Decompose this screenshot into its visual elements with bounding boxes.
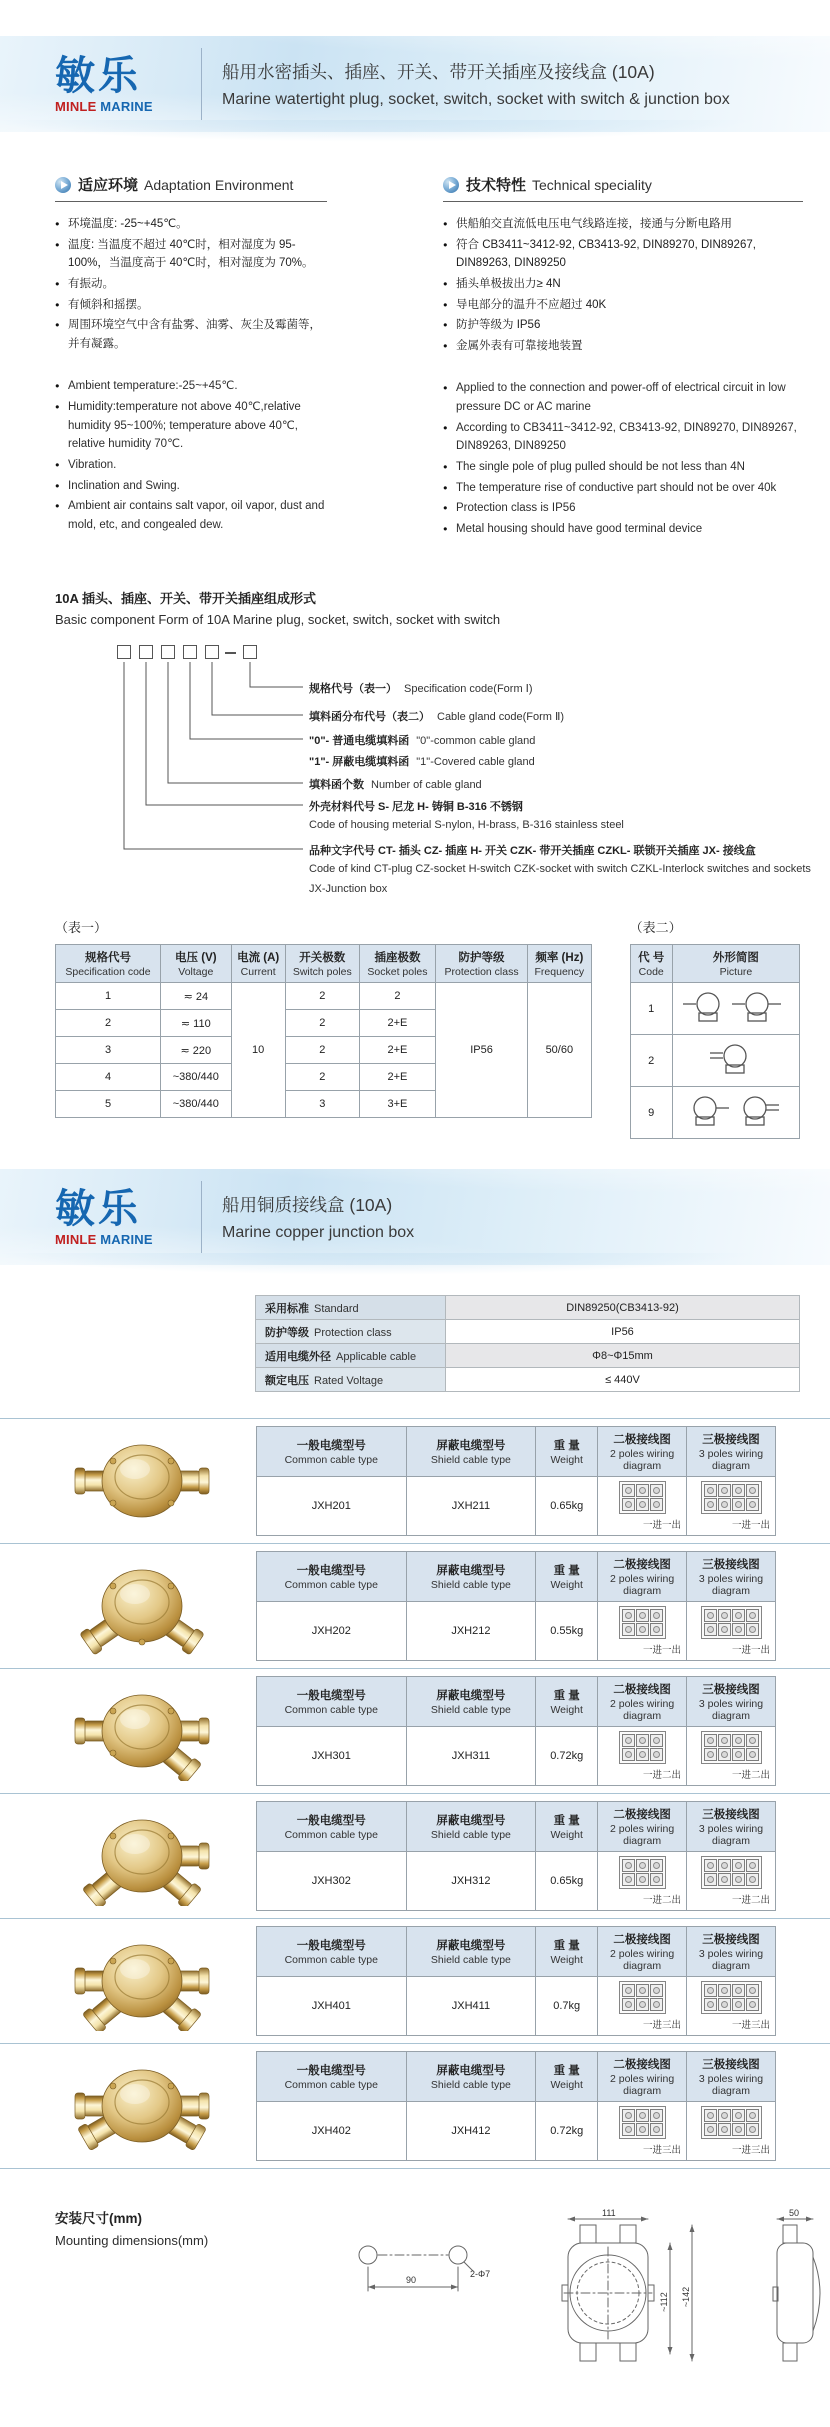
cell-shield-type: JXH312 [406, 1852, 536, 1911]
product-table [256, 2051, 776, 2161]
col-header-weight: 重 量 Weight [536, 1927, 598, 1977]
mounting-drawings [340, 2207, 830, 2387]
product-table [256, 1426, 776, 1536]
table-row [256, 1320, 800, 1344]
adaptation-title-cn: 适应环境 [78, 177, 139, 194]
cell-2poles-diagram [598, 1977, 687, 2036]
logo-en-text [55, 99, 187, 114]
front-view-drawing [538, 2207, 723, 2387]
cell-code: 1 [56, 983, 161, 1010]
cell-current: 10 [231, 983, 285, 1118]
dim-height1: ~112 [659, 2292, 669, 2313]
wiring-diagram-2p [619, 1981, 666, 2014]
logo-cn-text: 敏乐 [55, 53, 141, 98]
table-row [630, 983, 799, 1035]
table-row [630, 1087, 799, 1139]
cell-2poles-diagram [598, 1852, 687, 1911]
header-band [0, 36, 830, 132]
product-photo-jxh302 [28, 1806, 256, 1906]
side-view-drawing [751, 2207, 830, 2387]
spec-label: 适用电缆外径 Applicable cable [256, 1344, 446, 1368]
col-header-frequency: 频率 (Hz) Frequency [528, 945, 592, 983]
product-table [256, 1551, 776, 1661]
cell-switch-poles: 3 [285, 1091, 359, 1118]
cell-2poles-diagram [598, 1477, 687, 1536]
cell-weight: 0.72kg [536, 1727, 598, 1786]
code-label-gland-number: 填料函个数 Number of cable gland [309, 779, 482, 792]
list-item: ● The single pole of plug pulled should be not less than 4N [443, 458, 803, 477]
header-divider [201, 48, 202, 120]
col-header-weight: 重 量 Weight [536, 2052, 598, 2102]
adaptation-list-en [55, 377, 327, 534]
section-play-icon [443, 177, 459, 193]
wiring-diagram-2p [619, 1481, 666, 1514]
col-header-common: 一般电缆型号 Common cable type [257, 2052, 407, 2102]
form2-picture-9 [677, 1090, 795, 1132]
list-item: ● 金属外表有可靠接地装置 [443, 337, 803, 356]
product-list [0, 1418, 830, 2169]
mounting-section [55, 2185, 800, 2387]
wiring-diagram-3p [701, 1481, 762, 1514]
dim-height2: ~142 [681, 2287, 691, 2308]
cell-3poles-diagram [687, 2102, 776, 2161]
wiring-label: 一进一出 [731, 1520, 770, 1532]
product-table [256, 1926, 776, 2036]
product-row-jxh302 [0, 1793, 830, 1918]
cell-weight: 0.72kg [536, 2102, 598, 2161]
table-row [256, 1344, 800, 1368]
col-header-socket-poles: 插座极数 Socket poles [359, 945, 435, 983]
intro-columns [55, 174, 800, 540]
logo-en-marine: MARINE [96, 98, 153, 114]
cell-code: 4 [56, 1064, 161, 1091]
header-band-2 [0, 1169, 830, 1265]
cell-code: 2 [56, 1010, 161, 1037]
col-header-shield: 屏蔽电缆型号 Shield cable type [406, 1677, 536, 1727]
col-header-weight: 重 量 Weight [536, 1552, 598, 1602]
form2-caption: （表二） [629, 920, 682, 936]
logo-en-text: MINLE MARINE [55, 1231, 153, 1247]
code-label-material-en: Code of housing meterial S-nylon, H-brass, B-316 stainless steel [309, 819, 624, 832]
table-row [630, 1035, 799, 1087]
cell-common-type: JXH202 [257, 1602, 407, 1661]
col-header-common: 一般电缆型号 Common cable type [257, 1427, 407, 1477]
form2-picture-2 [677, 1038, 795, 1080]
spec-label: 防护等级 Protection class [256, 1320, 446, 1344]
list-item: ● Metal housing should have good terminal device [443, 520, 803, 539]
specs-table [255, 1295, 800, 1392]
adaptation-title-en: Adaptation Environment [144, 176, 294, 193]
cell-shield-type: JXH211 [406, 1477, 536, 1536]
col-header-3poles: 三极接线图 3 poles wiring diagram [687, 1802, 776, 1852]
cell-code: 9 [630, 1087, 672, 1139]
code-label-kind-en2: JX-Junction box [309, 883, 388, 896]
col-header-common: 一般电缆型号 Common cable type [257, 1677, 407, 1727]
wiring-diagram-2p [619, 2106, 666, 2139]
wiring-diagram-2p [619, 1731, 666, 1764]
col-header-2poles: 二极接线图 2 poles wiring diagram [598, 1427, 687, 1477]
form1-block [55, 917, 592, 1118]
code-label-material-cn: 外壳材料代号 S- 尼龙 H- 铸铜 B-316 不锈钢 [309, 801, 523, 814]
col-header-3poles: 三极接线图 3 poles wiring diagram [687, 2052, 776, 2102]
col-header-shield: 屏蔽电缆型号 Shield cable type [406, 1427, 536, 1477]
mounting-title-cn: 安装尺寸(mm) [55, 2211, 142, 2227]
product-row-jxh301 [0, 1668, 830, 1793]
product-row-jxh401 [0, 1918, 830, 2043]
code-label-spec: 规格代号（表一） Specification code(Form Ⅰ) [309, 683, 533, 696]
col-header-code: 代 号 Code [630, 945, 672, 983]
wiring-label: 一进二出 [731, 1895, 770, 1907]
form1-caption: （表一） [55, 920, 108, 936]
cell-shield-type: JXH311 [406, 1727, 536, 1786]
picture-cell [672, 1035, 799, 1087]
technical-list-cn [443, 215, 803, 355]
list-item: ● 导电部分的温升不应超过 40K [443, 296, 803, 315]
cell-code: 5 [56, 1091, 161, 1118]
cell-voltage: ≂ 110 [161, 1010, 232, 1037]
cell-shield-type: JXH411 [406, 1977, 536, 2036]
col-header-shield: 屏蔽电缆型号 Shield cable type [406, 2052, 536, 2102]
cell-common-type: JXH301 [257, 1727, 407, 1786]
list-item: ● Vibration. [55, 456, 327, 475]
dim-holes: 2-Φ7 [470, 2269, 491, 2280]
picture-cell [672, 1087, 799, 1139]
cell-3poles-diagram [687, 1977, 776, 2036]
company-logo [55, 55, 187, 114]
col-header-common: 一般电缆型号 Common cable type [257, 1552, 407, 1602]
cell-socket-poles: 2+E [359, 1064, 435, 1091]
col-header-3poles: 三极接线图 3 poles wiring diagram [687, 1927, 776, 1977]
wiring-label: 一进二出 [643, 1895, 682, 1907]
wiring-diagram-3p [701, 1731, 762, 1764]
table-row [257, 1727, 776, 1786]
dim-hole-spacing: 90 [406, 2275, 417, 2286]
table-row [256, 1296, 800, 1320]
spec-value: Φ8~Φ15mm [446, 1344, 800, 1368]
cell-switch-poles: 2 [285, 1010, 359, 1037]
section-play-icon [55, 177, 71, 193]
list-item: ● 周围环境空气中含有盐雾、油雾、灰尘及霉菌等，并有凝露。 [55, 316, 327, 353]
list-item: ● 有倾斜和摇摆。 [55, 296, 327, 315]
cell-2poles-diagram [598, 1727, 687, 1786]
product-photo-jxh402 [28, 2056, 256, 2156]
form2-picture-1 [677, 986, 795, 1028]
table-row [257, 1852, 776, 1911]
product-row-jxh201 [0, 1418, 830, 1543]
wiring-label: 一进一出 [731, 1645, 770, 1657]
spec-value: DIN89250(CB3413-92) [446, 1296, 800, 1320]
section2-title-en: Marine copper junction box [222, 1224, 415, 1242]
cell-common-type: JXH201 [257, 1477, 407, 1536]
list-item: ● 环境温度: -25~+45℃。 [55, 215, 327, 234]
col-header-voltage: 电压 (V) Voltage [161, 945, 232, 983]
dim-depth: 50 [789, 2208, 800, 2219]
technical-title-en: Technical speciality [532, 176, 652, 193]
col-header-3poles: 三极接线图 3 poles wiring diagram [687, 1427, 776, 1477]
col-header-weight: 重 量 Weight [536, 1802, 598, 1852]
table-row [257, 1602, 776, 1661]
col-header-2poles: 二极接线图 2 poles wiring diagram [598, 1677, 687, 1727]
col-header-common: 一般电缆型号 Common cable type [257, 1927, 407, 1977]
cell-socket-poles: 2+E [359, 1010, 435, 1037]
list-item: ● Inclination and Swing. [55, 477, 327, 496]
cell-weight: 0.55kg [536, 1602, 598, 1661]
col-header-shield: 屏蔽电缆型号 Shield cable type [406, 1552, 536, 1602]
spec-value: IP56 [446, 1320, 800, 1344]
cell-weight: 0.65kg [536, 1477, 598, 1536]
wiring-label: 一进一出 [643, 1645, 682, 1657]
col-header-3poles: 三极接线图 3 poles wiring diagram [687, 1552, 776, 1602]
table-row [257, 1977, 776, 2036]
col-header-3poles: 三极接线图 3 poles wiring diagram [687, 1677, 776, 1727]
wiring-diagram-3p [701, 1981, 762, 2014]
col-header-2poles: 二极接线图 2 poles wiring diagram [598, 1802, 687, 1852]
code-label-gland-code: 填料函分布代号（表二） Cable gland code(Form Ⅱ) [309, 711, 565, 724]
col-header-protection: 防护等级 Protection class [436, 945, 528, 983]
list-item: ● Ambient air contains salt vapor, oil vapor, dust and mold, etc, and congealed dew. [55, 497, 327, 534]
cell-3poles-diagram [687, 1727, 776, 1786]
hole-pattern-drawing [340, 2207, 510, 2322]
cell-frequency: 50/60 [528, 983, 592, 1118]
cell-voltage: ≂ 220 [161, 1037, 232, 1064]
cell-voltage: ~380/440 [161, 1091, 232, 1118]
wiring-label: 一进三出 [731, 2145, 770, 2157]
code-label-kind-en: Code of kind CT-plug CZ-socket H-switch CZK-socket with switch CZKL-Interlock switches and sockets [309, 863, 811, 876]
product-photo-jxh202 [28, 1556, 256, 1656]
list-item: ● 插头单极拔出力≥ 4N [443, 275, 803, 294]
wiring-label: 一进二出 [731, 1770, 770, 1782]
col-header-2poles: 二极接线图 2 poles wiring diagram [598, 1927, 687, 1977]
table-row [257, 1477, 776, 1536]
component-form-section [55, 588, 811, 901]
form2-table [630, 944, 800, 1139]
wiring-label: 一进二出 [643, 1770, 682, 1782]
header-divider [201, 1181, 202, 1253]
list-item: ● 供船舶交直流低电压电气线路连接，接通与分断电路用 [443, 215, 803, 234]
product-row-jxh402 [0, 2043, 830, 2169]
forms-row [55, 917, 800, 1139]
cell-common-type: JXH402 [257, 2102, 407, 2161]
col-header-weight: 重 量 Weight [536, 1677, 598, 1727]
list-item: ● 防护等级为 IP56 [443, 316, 803, 335]
wiring-diagram-3p [701, 1856, 762, 1889]
product-row-jxh202 [0, 1543, 830, 1668]
spec-value: ≤ 440V [446, 1368, 800, 1392]
spec-label: 采用标准 Standard [256, 1296, 446, 1320]
code-label-kind-cn: 品种文字代号 CT- 插头 CZ- 插座 H- 开关 CZK- 带开关插座 CZKL- 联锁开关插座 JX- 接线盒 [309, 845, 756, 858]
list-item: ● 有振动。 [55, 275, 327, 294]
list-item: ● 符合 CB3411~3412-92, CB3413-92, DIN89270, DIN89267, DIN89263, DIN89250 [443, 236, 803, 273]
list-item: ● According to CB3411~3412-92, CB3413-92, DIN89270, DIN89267, DIN89263, DIN89250 [443, 419, 803, 456]
product-photo-jxh201 [28, 1431, 256, 1531]
cell-code: 2 [630, 1035, 672, 1087]
technical-section [443, 174, 803, 540]
cell-common-type: JXH401 [257, 1977, 407, 2036]
cell-common-type: JXH302 [257, 1852, 407, 1911]
product-table [256, 1801, 776, 1911]
col-header-picture: 外形简图 Picture [672, 945, 799, 983]
list-item: ● 温度: 当温度不超过 40℃时，相对湿度为 95-100%，当温度高于 40℃时，相对湿度为 70%。 [55, 236, 327, 273]
list-item: ● Ambient temperature:-25~+45℃. [55, 377, 327, 396]
wiring-diagram-3p [701, 1606, 762, 1639]
cell-2poles-diagram [598, 1602, 687, 1661]
cell-voltage: ≂ 24 [161, 983, 232, 1010]
col-header-spec-code: 规格代号 Specification code [56, 945, 161, 983]
col-header-common: 一般电缆型号 Common cable type [257, 1802, 407, 1852]
table-row [257, 2102, 776, 2161]
cell-socket-poles: 2+E [359, 1037, 435, 1064]
wiring-diagram-2p [619, 1856, 666, 1889]
table-row [56, 983, 592, 1010]
col-header-2poles: 二极接线图 2 poles wiring diagram [598, 2052, 687, 2102]
code-diagram [55, 645, 811, 901]
company-logo [55, 1188, 187, 1247]
logo-en-minle: MINLE [55, 98, 97, 114]
col-header-switch-poles: 开关极数 Switch poles [285, 945, 359, 983]
form2-block [630, 917, 800, 1139]
col-header-weight: 重 量 Weight [536, 1427, 598, 1477]
list-item: ● Protection class is IP56 [443, 499, 803, 518]
picture-cell [672, 983, 799, 1035]
cell-3poles-diagram [687, 1852, 776, 1911]
table-row [256, 1368, 800, 1392]
cell-socket-poles: 3+E [359, 1091, 435, 1118]
component-form-title-en: Basic component Form of 10A Marine plug, socket, switch, socket with switch [55, 612, 501, 628]
wiring-diagram-2p [619, 1606, 666, 1639]
product-photo-jxh401 [28, 1931, 256, 2031]
code-label-covered-gland: "1"- 屏蔽电缆填料函 "1"-Covered cable gland [309, 756, 535, 769]
logo-cn-text: 敏乐 [55, 1186, 141, 1231]
product-table [256, 1676, 776, 1786]
component-form-title-cn: 10A 插头、插座、开关、带开关插座组成形式 [55, 591, 316, 607]
cell-protection: IP56 [436, 983, 528, 1118]
adaptation-list-cn [55, 215, 327, 353]
list-item: ● The temperature rise of conductive part should not be over 40k [443, 479, 803, 498]
wiring-diagram-3p [701, 2106, 762, 2139]
cell-2poles-diagram [598, 2102, 687, 2161]
wiring-label: 一进三出 [643, 2145, 682, 2157]
wiring-label: 一进三出 [643, 2020, 682, 2032]
page-title-cn: 船用水密插头、插座、开关、带开关插座及接线盒 (10A) [222, 62, 655, 82]
col-header-shield: 屏蔽电缆型号 Shield cable type [406, 1927, 536, 1977]
cell-weight: 0.7kg [536, 1977, 598, 2036]
technical-list-en [443, 379, 803, 538]
specs-block [255, 1295, 800, 1392]
dim-width: 111 [602, 2208, 616, 2219]
cell-voltage: ~380/440 [161, 1064, 232, 1091]
cell-socket-poles: 2 [359, 983, 435, 1010]
cell-code: 3 [56, 1037, 161, 1064]
cell-3poles-diagram [687, 1602, 776, 1661]
col-header-2poles: 二极接线图 2 poles wiring diagram [598, 1552, 687, 1602]
cell-switch-poles: 2 [285, 983, 359, 1010]
section2-title-cn: 船用铜质接线盒 (10A) [222, 1195, 393, 1216]
code-label-common-gland: "0"- 普通电缆填料函 "0"-common cable gland [309, 735, 536, 748]
wiring-label: 一进三出 [731, 2020, 770, 2032]
cell-shield-type: JXH212 [406, 1602, 536, 1661]
adaptation-section [55, 174, 327, 540]
cell-weight: 0.65kg [536, 1852, 598, 1911]
form1-table [55, 944, 592, 1118]
list-item: ● Humidity:temperature not above 40℃,relative humidity 95~100%; temperature above 40℃, relative humidity 70℃. [55, 398, 327, 454]
product-photo-jxh301 [28, 1681, 256, 1781]
cell-switch-poles: 2 [285, 1037, 359, 1064]
spec-label: 额定电压 Rated Voltage [256, 1368, 446, 1392]
cell-switch-poles: 2 [285, 1064, 359, 1091]
cell-code: 1 [630, 983, 672, 1035]
col-header-shield: 屏蔽电缆型号 Shield cable type [406, 1802, 536, 1852]
col-header-current: 电流 (A) Current [231, 945, 285, 983]
mounting-title-en: Mounting dimensions(mm) [55, 2233, 209, 2249]
page-title-en: Marine watertight plug, socket, switch, socket with switch & junction box [222, 91, 730, 108]
cell-shield-type: JXH412 [406, 2102, 536, 2161]
technical-title-cn: 技术特性 [466, 177, 527, 194]
list-item: ● Applied to the connection and power-off of electrical circuit in low pressure DC or AC marine [443, 379, 803, 416]
wiring-label: 一进一出 [643, 1520, 682, 1532]
cell-3poles-diagram [687, 1477, 776, 1536]
